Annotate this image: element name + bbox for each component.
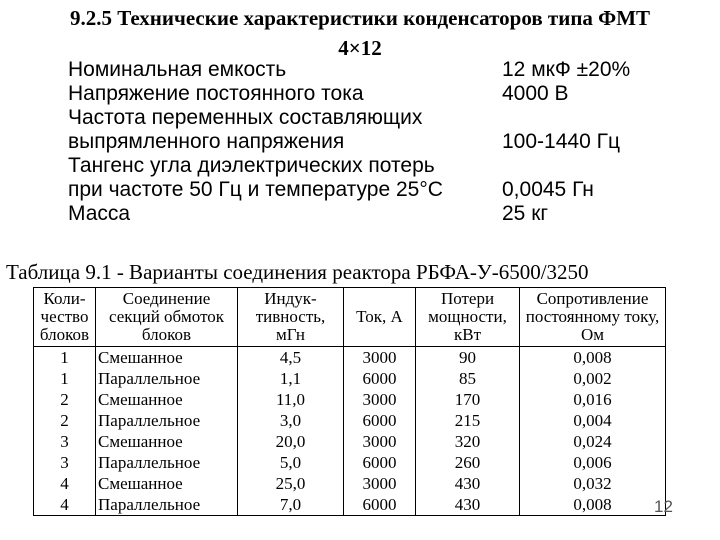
reactor-connection-table [33,287,666,516]
cell-current: 3000 [344,389,416,410]
cell-current: 3000 [344,473,416,494]
cell-resistance: 0,016 [520,389,666,410]
cell-resistance: 0,008 [520,347,666,369]
spec-row-tangent-line1 [68,154,708,178]
cell-inductance: 7,0 [238,494,344,516]
cell-losses: 90 [416,347,520,369]
cell-connection: Параллельное [96,410,238,431]
table-row [34,410,666,431]
cell-connection: Параллельное [96,494,238,516]
cell-inductance: 11,0 [238,389,344,410]
cell-resistance: 0,032 [520,473,666,494]
cell-inductance: 5,0 [238,452,344,473]
cell-blocks: 3 [34,431,96,452]
cell-connection: Смешанное [96,473,238,494]
table-row [34,452,666,473]
spec-label: выпрямленного напряжения [68,130,345,153]
cell-blocks: 4 [34,473,96,494]
cell-inductance: 20,0 [238,431,344,452]
cell-resistance: 0,004 [520,410,666,431]
cell-blocks: 3 [34,452,96,473]
cell-losses: 430 [416,473,520,494]
spec-row-voltage [68,82,708,106]
cell-current: 3000 [344,347,416,369]
cell-resistance: 0,002 [520,368,666,389]
cell-resistance: 0,008 [520,494,666,516]
cell-blocks: 2 [34,410,96,431]
table-row [34,347,666,369]
column-header-blocks: Коли-чество блоков [34,288,96,347]
column-header-losses: Потери мощности, кВт [416,288,520,347]
table-row [34,494,666,516]
cell-losses: 430 [416,494,520,516]
table-header-row [34,288,666,347]
spec-row-mass [68,202,708,226]
column-header-connection: Соединение секций обмоток блоков [96,288,238,347]
cell-connection: Смешанное [96,431,238,452]
section-title: 9.2.5 Технические характеристики конденсаторов типа ФМТ [69,6,651,30]
cell-current: 3000 [344,431,416,452]
cell-losses: 170 [416,389,520,410]
spec-value: 0,0045 Гн [502,178,594,201]
spec-label: Тангенс угла диэлектрических потерь [68,154,435,177]
spec-label: Напряжение постоянного тока [68,82,364,105]
cell-connection: Смешанное [96,347,238,369]
spec-row-capacitance [68,58,708,82]
cell-blocks: 4 [34,494,96,516]
table-row [34,389,666,410]
cell-blocks: 1 [34,368,96,389]
column-header-current: Ток, А [344,288,416,347]
column-header-inductance: Индук-тивность, мГн [238,288,344,347]
table-row [34,473,666,494]
spec-list [68,58,708,226]
spec-row-frequency-line1 [68,106,708,130]
spec-value: 12 мкФ ±20% [502,58,631,81]
cell-inductance: 4,5 [238,347,344,369]
page-number: 12 [654,497,673,516]
spec-row-tangent [68,178,708,202]
cell-losses: 85 [416,368,520,389]
section-title-continued: 4×12 [338,36,382,60]
cell-current: 6000 [344,452,416,473]
table-row [34,368,666,389]
cell-current: 6000 [344,410,416,431]
cell-resistance: 0,006 [520,452,666,473]
cell-inductance: 25,0 [238,473,344,494]
spec-label: Частота переменных составляющих [68,106,423,129]
cell-inductance: 1,1 [238,368,344,389]
spec-label: при частоте 50 Гц и температуре 25°С [68,178,443,201]
cell-losses: 260 [416,452,520,473]
spec-value: 25 кг [502,202,549,225]
cell-resistance: 0,024 [520,431,666,452]
column-header-resistance: Сопротивление постоянному току, Ом [520,288,666,347]
cell-connection: Параллельное [96,452,238,473]
cell-current: 6000 [344,368,416,389]
spec-row-frequency [68,130,708,154]
table-row [34,431,666,452]
cell-losses: 320 [416,431,520,452]
spec-value: 100-1440 Гц [502,130,620,153]
spec-label: Масса [68,202,131,225]
cell-blocks: 1 [34,347,96,369]
cell-current: 6000 [344,494,416,516]
cell-blocks: 2 [34,389,96,410]
spec-label: Номинальная емкость [68,58,287,81]
cell-losses: 215 [416,410,520,431]
table-caption: Таблица 9.1 - Варианты соединения реактора РБФА-У-6500/3250 [6,260,589,284]
cell-inductance: 3,0 [238,410,344,431]
spec-value: 4000 В [502,82,569,105]
cell-connection: Смешанное [96,389,238,410]
cell-connection: Параллельное [96,368,238,389]
